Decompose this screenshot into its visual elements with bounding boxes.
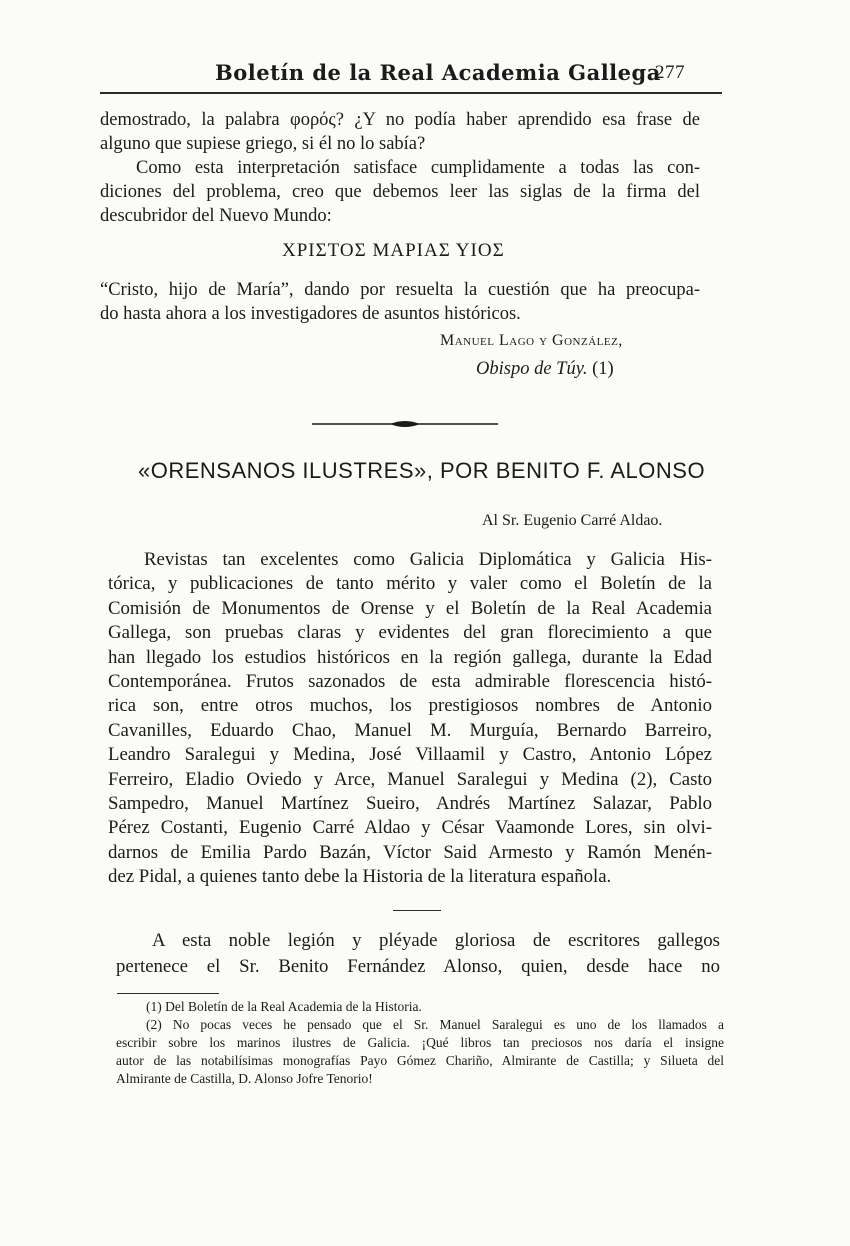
text-line: dez Pidal, a quienes tanto debe la Historia de la literatura española.	[108, 866, 612, 888]
text-line: Leandro Saralegui y Medina, José Villaamil y Castro, Antonio López	[108, 744, 712, 766]
signature-name: Manuel Lago y González,	[440, 332, 623, 349]
text-line: Como esta interpretación satisface cumplidamente a todas las con-	[136, 158, 700, 178]
footnote-2-cont: Almirante de Castilla, D. Alonso Jofre Tenorio!	[116, 1071, 373, 1086]
text-line: descubridor del Nuevo Mundo:	[100, 206, 332, 226]
page-number: 277	[655, 62, 685, 83]
dedication: Al Sr. Eugenio Carré Aldao.	[482, 512, 663, 529]
footnotes	[116, 998, 724, 1088]
text-line: Ferreiro, Eladio Oviedo y Arce, Manuel Saralegui y Medina (2), Casto	[108, 768, 712, 790]
text-line: “Cristo, hijo de María”, dando por resuelta la cuestión que ha preocupa-	[100, 280, 700, 300]
text-line: Pérez Costanti, Eugenio Carré Aldao y César Vaamonde Lores, sin olvi-	[108, 817, 712, 839]
header-rule	[100, 92, 722, 94]
text-line: A esta noble legión y pléyade gloriosa de escritores gallegos	[152, 930, 720, 951]
greek-inscription: ΧΡΙΣΤΟΣ ΜΑΡΙΑΣ ΥΙΟΣ	[282, 240, 505, 261]
text-line: pertenece el Sr. Benito Fernández Alonso, quien, desde hace no	[116, 956, 720, 977]
article-paragraph-2	[116, 928, 720, 980]
journal-title: Boletín de la Real Academia Gallega	[215, 60, 661, 85]
intro-conclusion	[100, 278, 700, 326]
footnote-rule	[117, 993, 219, 994]
text-line: rica son, entre otros muchos, los prestigiosos nombres de Antonio	[108, 695, 712, 717]
text-line: alguno que supiese griego, si él no lo sabía?	[100, 134, 426, 154]
signature-role	[476, 359, 614, 380]
text-line: do hasta ahora a los investigadores de asuntos históricos.	[100, 304, 521, 324]
text-line: tórica, y publicaciones de tanto mérito y valer como el Boletín de la	[108, 573, 712, 595]
text-line: Revistas tan excelentes como Galicia Diplomática y Galicia His-	[144, 549, 712, 570]
text-line: Sampedro, Manuel Martínez Sueiro, Andrés Martínez Salazar, Pablo	[108, 793, 712, 815]
article-paragraph-1	[108, 548, 712, 890]
text-line: Comisión de Monumentos de Orense y el Boletín de la Real Academia	[108, 597, 712, 619]
signature-title: Obispo de Túy.	[476, 359, 588, 379]
text-line: demostrado, la palabra φορός? ¿Y no podía haber aprendido esa frase de	[100, 110, 700, 130]
ornament-divider-icon	[312, 417, 498, 431]
section-divider	[393, 910, 441, 911]
text-line: Cavanilles, Eduardo Chao, Manuel M. Murguía, Bernardo Barreiro,	[108, 719, 712, 741]
footnote-2-cont: escribir sobre los marinos ilustres de Galicia. ¡Qué libros tan preciosos nos daría el insigne	[116, 1035, 724, 1050]
text-line: Gallega, son pruebas claras y evidentes del gran florecimiento a que	[108, 622, 712, 644]
text-line: han llegado los estudios históricos en la región gallega, durante la Edad	[108, 646, 712, 668]
intro-text	[100, 108, 700, 228]
article-title: «ORENSANOS ILUSTRES», POR BENITO F. ALONSO	[138, 458, 706, 483]
text-line: diciones del problema, creo que debemos leer las siglas de la firma del	[100, 182, 700, 202]
footnote-1: (1) Del Boletín de la Real Academia de la Historia.	[146, 999, 422, 1014]
footnote-2: (2) No pocas veces he pensado que el Sr. Manuel Saralegui es uno de los llamados a	[146, 1017, 724, 1032]
footnote-2-cont: autor de las notabilísimas monografías Payo Gómez Chariño, Almirante de Castilla; y Silueta del	[116, 1053, 724, 1068]
footnote-ref: (1)	[592, 359, 614, 379]
text-line: Contemporánea. Frutos sazonados de esta admirable florescencia histó-	[108, 671, 712, 693]
running-header	[215, 58, 685, 88]
text-line: darnos de Emilia Pardo Bazán, Víctor Said Armesto y Ramón Menén-	[108, 841, 712, 863]
